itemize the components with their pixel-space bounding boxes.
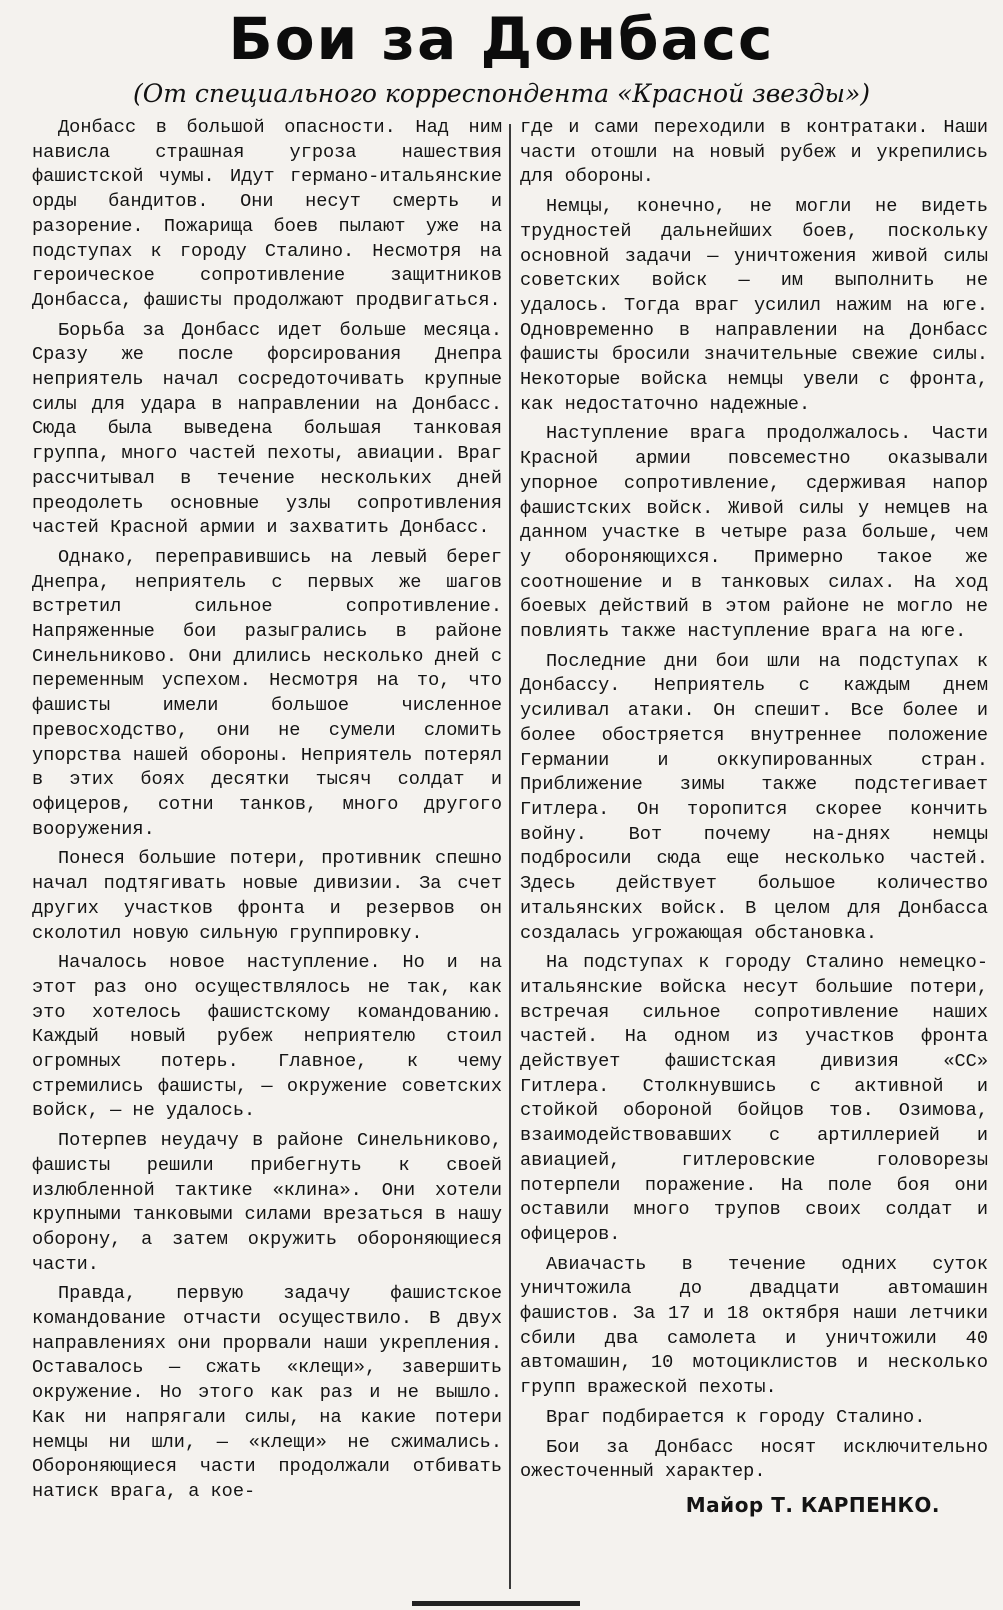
paragraph: Авиачасть в течение одних суток уничтожила до двадцати автомашин фашистов. За 17 и 18 октября наши летчики сбили два самолета и уничтожили 40 автомашин, 10 мотоциклистов и несколько групп вражеской пехоты. [520,1253,988,1399]
article-subtitle: (От специального корреспондента «Красной звезды») [133,79,870,108]
article-headline: Бои за Донбасс [228,5,775,73]
paragraph: Враг подбирается к городу Сталино. [546,1406,926,1428]
bottom-divider [412,1601,580,1606]
paragraph: Немцы, конечно, не могли не видеть трудностей дальнейших боев, поскольку основной задачи — уничтожения живой силы советских войск — им выполнить не удалось. Тогда враг усилил нажим на юге. Одновременно в направлении на Донбасс фашисты бросили значительные свежие силы. Некоторые войска немцы увели с фронта, как недостаточно надежные. [520,196,988,415]
column-rule [509,124,511,1589]
paragraph: Донбасс в большой опасности. Над ним нависла страшная угроза нашествия фашистской чумы. Идут германо-итальянские орды бандитов. Они несут смерть и разорение. Пожарища боев пылают уже на подступах к городу Сталино. Несмотря на героическое сопротивление защитников Донбасса, фашисты продолжают продвигаться. [32,117,502,311]
paragraph: Борьба за Донбасс идет больше месяца. Сразу же после форсирования Днепра неприятель начал сосредоточивать крупные силы для удара в направлении на Донбасс. Сюда была выведена большая танковая группа, много частей пехоты, авиации. Враг рассчитывал в течение нескольких дней преодолеть основные узлы сопротивления частей Красной армии и захватить Донбасс. [32,319,502,539]
paragraph: Последние дни бои шли на подступах к Донбассу. Неприятель с каждым днем усиливал атаки. Он спешит. Все более и более обостряется внутреннее положение Германии и оккупированных стран. Приближение зимы также подстегивает Гитлера. Он торопится скорее кончить войну. Вот почему на-днях немцы подбросили сюда еще несколько частей. Здесь действует большое количество итальянских войск. В целом для Донбасса создалась угрожающая обстановка. [520,650,988,944]
paragraph: Наступление врага продолжалось. Части Красной армии повсеместно оказывали упорное сопротивление, сдерживая напор фашистских войск. Живой силы у немцев на данном участке в четыре раза больше, чем у обороняющихся. Примерно такое же соотношение и в танковых силах. На ход боевых действий в этом районе не могло не повлиять также наступление врага на юге. [520,423,988,643]
paragraph: Бои за Донбасс носят исключительно ожесточенный характер. [520,1436,988,1483]
right-column [520,116,988,1518]
paragraph: Началось новое наступление. Но и на этот раз оно осуществлялось не так, как это хотелось фашистскому командованию. Каждый новый рубеж неприятелю стоил огромных потерь. Главное, к чему стремились фашисты, — окружение советских войск, — не удалось. [32,952,502,1122]
paragraph: Потерпев неудачу в районе Синельниково, фашисты решили прибегнуть к своей излюбленной тактике «клина». Они хотели крупными танковыми силами врезаться в нашу оборону, а затем окружить обороняющиеся части. [32,1130,502,1275]
paragraph-continuation: где и сами переходили в контратаки. Наши части отошли на новый рубеж и укрепились для обороны. [520,117,988,188]
author-signature: Майор Т. КАРПЕНКО. [685,1492,940,1517]
paragraph: На подступах к городу Сталино немецко-итальянские войска несут большие потери, встречая сильное сопротивление наших частей. На одном из участков фронта действует фашистская дивизия «СС» Гитлера. Столкнувшись с активной и стойкой обороной бойцов тов. Озимова, взаимодействовавших с артиллерией и авиацией, гитлеровские головорезы потерпели поражение. На поле боя они оставили много трупов своих солдат и офицеров. [520,952,988,1245]
paragraph: Правда, первую задачу фашистское командование отчасти осуществило. В двух направлениях они прорвали наши укрепления. Оставалось — сжать «клещи», завершить окружение. Но этого как раз и не вышло. Как ни напрягали силы, на какие потери немцы ни шли, — «клещи» не сжимались. Обороняющиеся части продолжали отбивать натиск врага, а кое- [32,1283,502,1502]
left-column [32,116,502,1510]
paragraph: Понеся большие потери, противник спешно начал подтягивать новые дивизии. За счет других участков фронта и резервов он сколотил новую сильную группировку. [32,848,502,944]
paragraph: Однако, переправившись на левый берег Днепра, неприятель с первых же шагов встретил сильное сопротивление. Напряженные бои разыгрались в районе Синельниково. Они длились несколько дней с переменным успехом. Несмотря на то, что фашисты имели большое численное превосходство, они не сумели сломить упорства нашей обороны. Неприятель потерял в этих боях десятки тысяч солдат и офицеров, сотни танков, много другого вооружения. [32,546,502,840]
